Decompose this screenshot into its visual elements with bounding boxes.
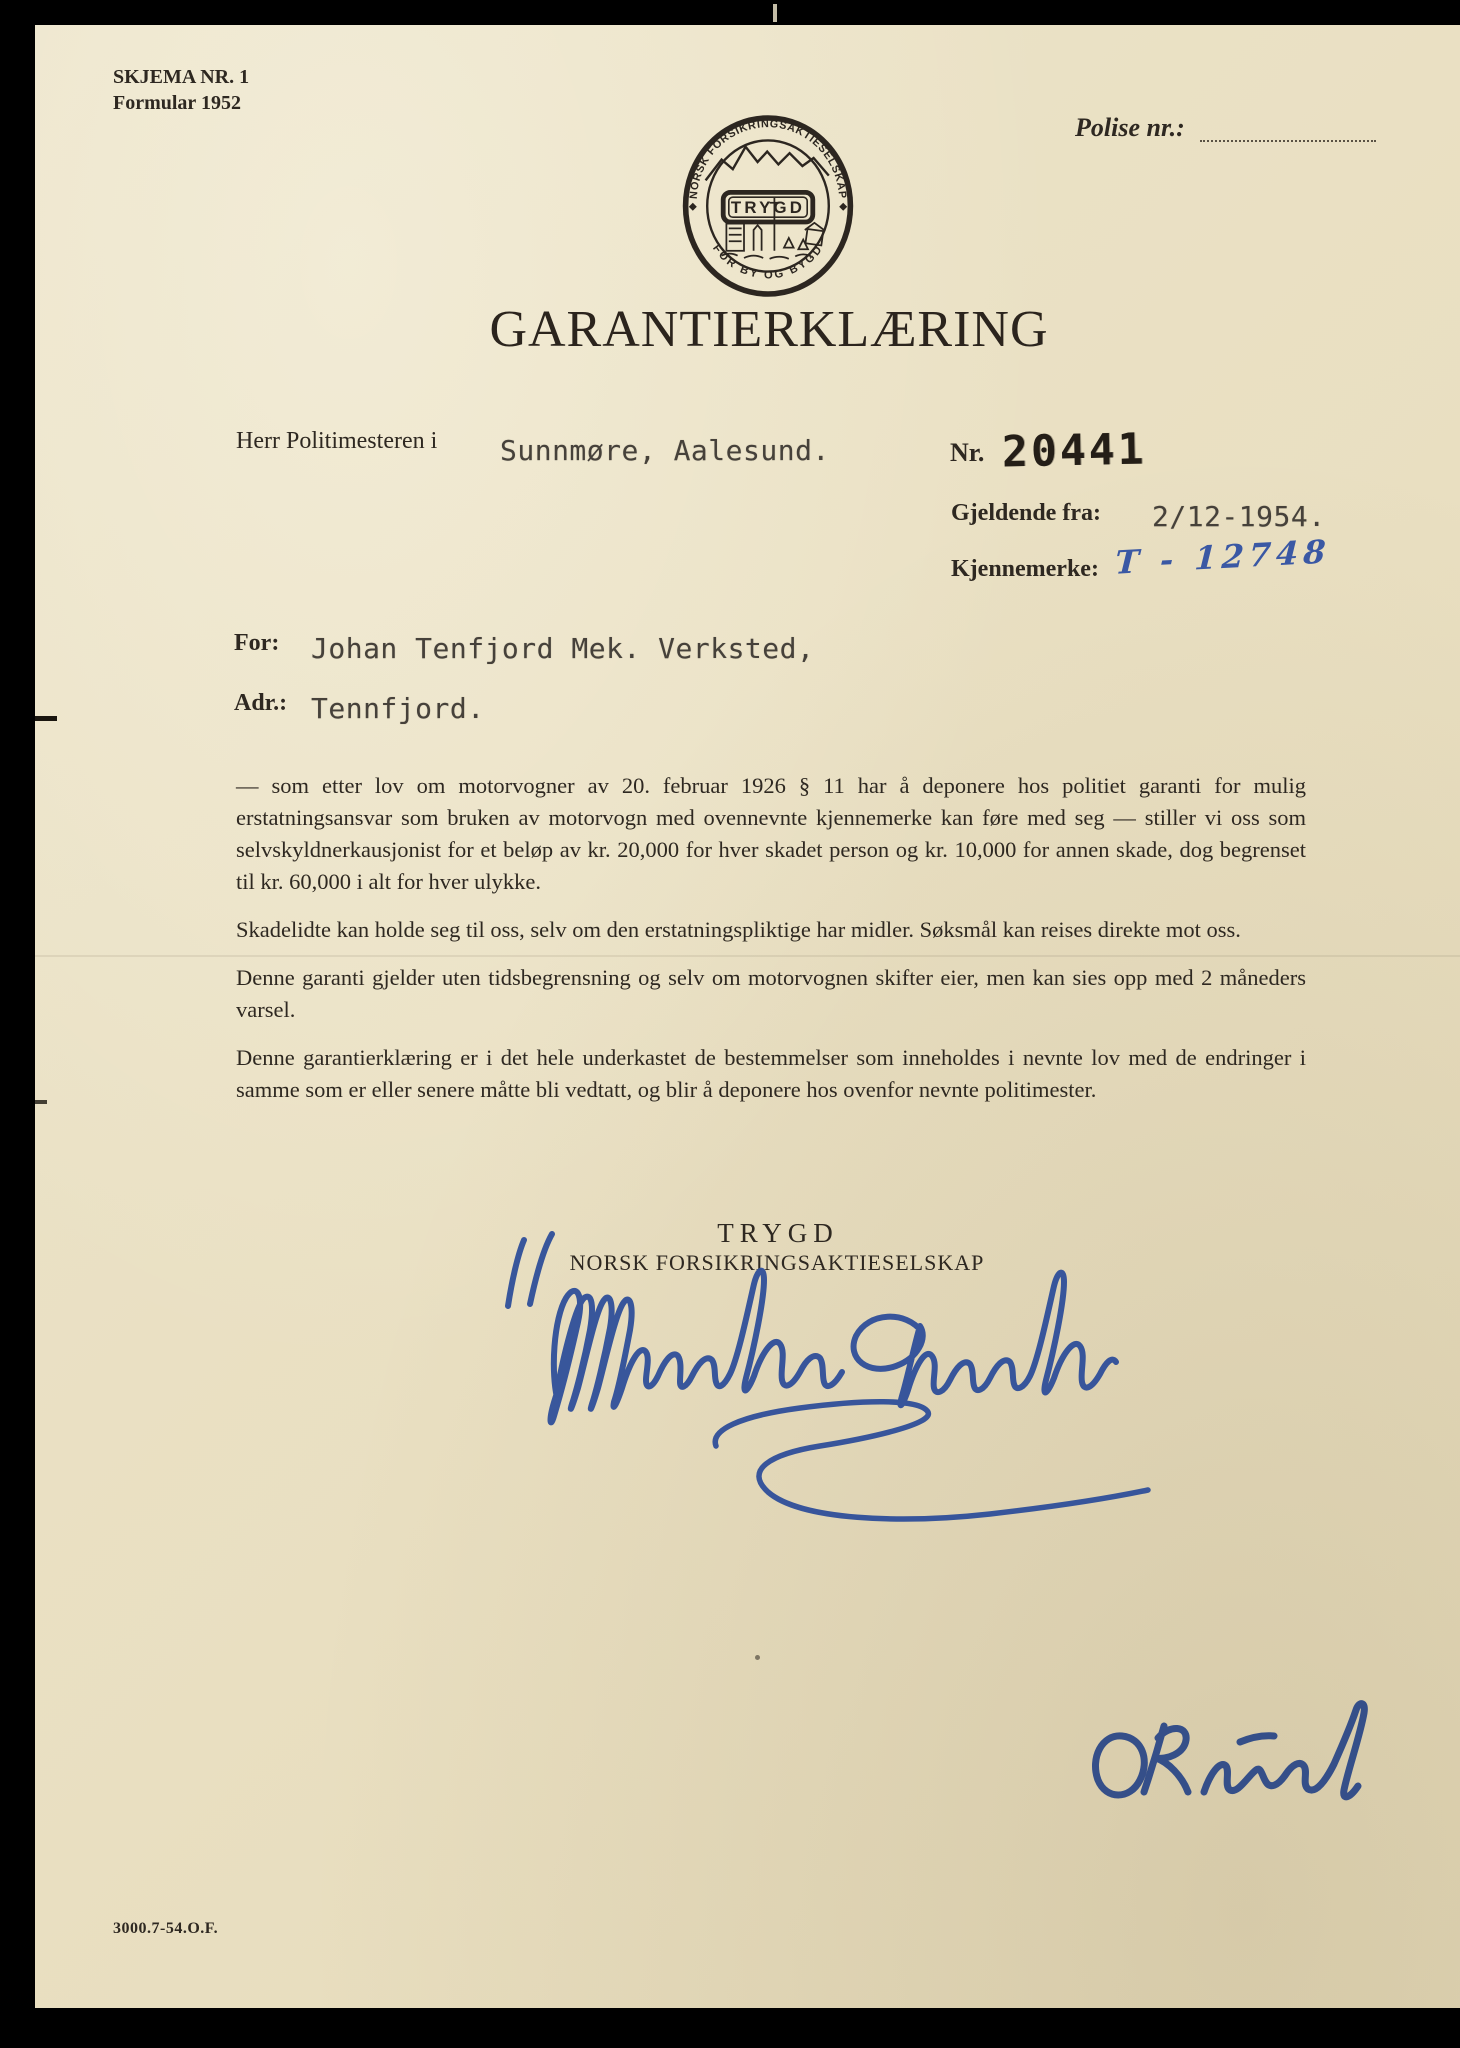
body-paragraph: Skadelidte kan holde seg til oss, selv om den erstatningspliktige har midler. Søksmål kan reises direkte mot oss. <box>236 917 1241 942</box>
signatory-company-fullname: NORSK FORSIKRINGSAKTIESELSKAP <box>569 1250 985 1275</box>
body-paragraph: Denne garantierklæring er i det hele underkastet de bestemmelser som inneholdes i nevnte lov med de endringer i samme som er eller senere måtte bli vedtatt, og blir å deponere hos ovenfor nevnte politimester. <box>236 1045 1306 1102</box>
document-title: GARANTIERKLÆRING <box>489 301 1049 358</box>
polise-label: Polise nr.: <box>1075 113 1185 142</box>
recipient-label: Herr Politimesteren i <box>236 428 438 454</box>
plate-value-handwritten: T - 12748 <box>1114 532 1332 582</box>
nr-label: Nr. <box>950 438 985 467</box>
signatory-company-name: TRYGD <box>717 1218 839 1248</box>
nr-stamp-value: 20441 <box>1001 424 1147 478</box>
seal-arc-top-text: NORSK FORSIKRINGSAKTIESELSKAP <box>687 118 849 200</box>
for-value: Johan Tenfjord Mek. Verksted, <box>311 632 815 665</box>
form-ref-line1: SKJEMA NR. 1 <box>113 66 250 88</box>
adr-label: Adr.: <box>234 690 288 716</box>
adr-value: Tennfjord. <box>311 692 485 725</box>
seal-arc-bottom-text: FOR BY OG BYGD <box>710 242 826 282</box>
approval-signature <box>1095 1704 1364 1797</box>
valid-from-value: 2/12-1954. <box>1152 500 1326 533</box>
signature-flourish <box>715 1402 1148 1519</box>
recipient-value: Sunnmøre, Aalesund. <box>500 434 830 467</box>
plate-label: Kjennemerke: <box>951 556 1099 582</box>
valid-from-label: Gjeldende fra: <box>951 500 1101 526</box>
form-ref-line2: Formular 1952 <box>113 92 241 114</box>
iv-mark <box>508 1234 552 1306</box>
print-code: 3000.7-54.O.F. <box>113 1920 219 1937</box>
body-paragraph: Denne garanti gjelder uten tidsbegrensning og selv om motorvognen skifter eier, men kan sies opp med 2 måneders varsel. <box>236 965 1306 1022</box>
seal-trygd-text: TRYGD <box>730 198 806 218</box>
director-signature <box>551 1271 1117 1423</box>
for-label: For: <box>234 630 280 656</box>
body-paragraph: — som etter lov om motorvogner av 20. februar 1926 § 11 har å deponere hos politiet garanti for mulig erstatningsansvar som bruken av motorvogn med ovennevnte kjennemerke kan føre med seg — stiller vi oss som selvskyldnerkausjonist for et beløp av kr. 20,000 for hver skadet person og kr. 10,000 for annen skade, dog begrenset til kr. 60,000 i alt for hver ulykke. <box>236 773 1306 894</box>
